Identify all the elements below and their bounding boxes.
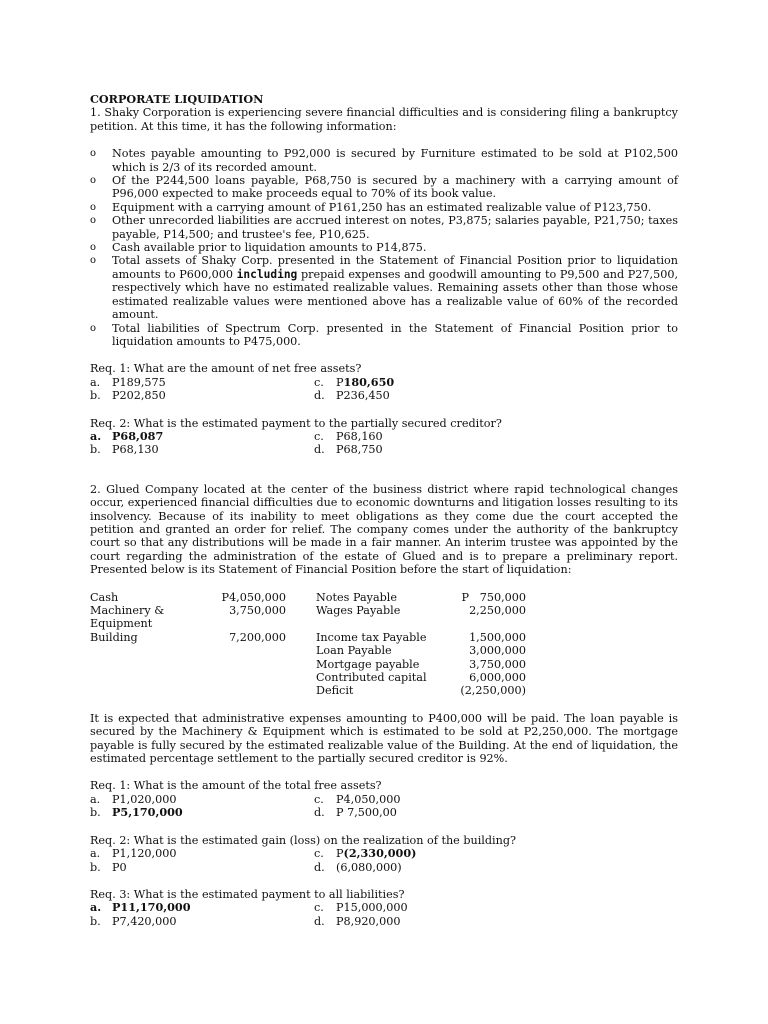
bullet-icon: o <box>90 148 97 160</box>
choice-b: b. P0 <box>90 860 127 874</box>
choice-b: b. P68,130 <box>90 443 159 457</box>
choice-a: a. P189,575 <box>90 375 166 389</box>
answer-highlight: P11,170,000 <box>112 900 191 915</box>
bullet-icon: o <box>90 175 97 187</box>
q1-req2 <box>90 417 678 457</box>
q2-req3 <box>90 888 678 928</box>
list-item: o Total assets of Shaky Corp. presented in the Statement of Financial Position prior to liquidation amounts to P600,000 including prepaid expenses and goodwill amounting to P9,500 and P27,500, respectively which have no estimated realizable values. Remaining assets other than those whose estimated realizable values were mentioned above has a realizable value of 60% of the recorded amount. <box>90 254 678 322</box>
list-item: o Of the P244,500 loans payable, P68,750 is secured by a machinery with a carrying amount of P96,000 expected to make proceeds equal to 70% of its book value. <box>90 174 678 201</box>
emphasis-including: including <box>236 267 298 281</box>
answer-highlight: 180,650 <box>343 374 395 389</box>
liability-amount: 6,000,000 <box>469 671 526 685</box>
choice-c: c. P (2,330,000) <box>314 846 417 861</box>
asset-amount: 3,750,000 <box>229 604 286 617</box>
asset-label: Building 7,200,000 <box>90 630 286 644</box>
list-item: o Cash available prior to liquidation amounts to P14,875. <box>90 241 427 255</box>
choice-b: b. P202,850 <box>90 389 166 403</box>
document-page <box>90 93 678 928</box>
choice-d: d. P8,920,000 <box>314 914 401 928</box>
asset-amount: 7,200,000 <box>229 630 286 644</box>
q2-req1 <box>90 779 678 819</box>
bullet-icon: o <box>90 255 97 267</box>
choice-a: a. P68,087 <box>90 428 164 443</box>
q2-req1-question: Req. 1: What is the amount of the total free assets? <box>90 779 382 793</box>
choice-d: d. P 7,500,00 <box>314 806 397 820</box>
bullet-icon: o <box>90 242 97 254</box>
choice-b: b. P5,170,000 <box>90 805 183 820</box>
list-item: o Other unrecorded liabilities are accrued interest on notes, P3,875; salaries payable, P21,750; taxes payable, P14,500; and trustee's fee, P10,625. <box>90 214 678 241</box>
asset-label: Machinery & Equipment 3,750,000 <box>90 604 286 631</box>
question-2-note: It is expected that administrative expenses amounting to P400,000 will be paid. The loan payable is secured by the Machinery & Equipment which is estimated to be sold at P2,250,000. The mortgage payable is fully secured by the estimated realizable value of the Building. At the end of liquidation, the estimated percentage settlement to the partially secured creditor is 92%. <box>90 711 678 766</box>
choice-b: b. P7,420,000 <box>90 914 177 928</box>
q2-req1-choices <box>90 793 678 820</box>
liability-label: Wages Payable <box>316 604 401 617</box>
q2-req2 <box>90 834 678 874</box>
q2-req2-choices <box>90 847 678 874</box>
liability-amount: 2,250,000 <box>469 604 526 617</box>
choice-a: a. P1,020,000 <box>90 792 177 806</box>
answer-highlight: P5,170,000 <box>112 805 183 820</box>
q1-req2-choices <box>90 430 678 457</box>
liability-label: Income tax Payable <box>316 630 427 644</box>
q1-req1 <box>90 362 678 402</box>
liability-label: Deficit <box>316 684 354 698</box>
q1-req1-question: Req. 1: What are the amount of net free assets? <box>90 362 362 376</box>
choice-c: c. P68,160 <box>314 429 383 443</box>
asset-amount: P4,050,000 <box>221 590 286 604</box>
choice-d: d. (6,080,000) <box>314 860 402 874</box>
choice-c: c. P4,050,000 <box>314 792 401 806</box>
liability-amount: 3,000,000 <box>469 644 526 658</box>
liability-label: Mortgage payable <box>316 657 420 671</box>
q2-req2-question: Req. 2: What is the estimated gain (loss) on the realization of the building? <box>90 833 516 847</box>
answer-highlight: P68,087 <box>112 428 164 443</box>
bullet-icon: o <box>90 215 97 227</box>
bullet-icon: o <box>90 322 97 334</box>
asset-label: Cash P4,050,000 <box>90 590 286 604</box>
question-2-intro: 2. Glued Company located at the center of the business district where rapid technological changes occur, experienced financial difficulties due to economic downturns and litigation losses resulting to its insolvency. Because of its inability to meet obligations as they come due the court accepted the petition and granted an order for relief. The company comes under the authority of the bankruptcy court so that any distributions will be made in a fair manner. An interim trustee was appointed by the court regarding the administration of the estate of Glued and is to prepare a preliminary report. Presented below is its Statement of Financial Position before the start of liquidation: <box>90 482 678 577</box>
liability-label: Loan Payable <box>316 644 392 658</box>
q2-req3-choices <box>90 901 678 928</box>
list-item: o Equipment with a carrying amount of P161,250 has an estimated realizable value of P123,750. <box>90 200 652 214</box>
list-item: o Notes payable amounting to P92,000 is secured by Furniture estimated to be sold at P102,500 which is 2/3 of its recorded amount. <box>90 147 678 174</box>
document-title: CORPORATE LIQUIDATION <box>90 92 264 106</box>
q2-req3-question: Req. 3: What is the estimated payment to all liabilities? <box>90 887 405 901</box>
question-1-bullets <box>90 147 678 348</box>
liability-amount: 1,500,000 <box>469 630 526 644</box>
liability-amount: P 750,000 <box>461 590 526 604</box>
liability-label: Contributed capital <box>316 671 427 685</box>
liability-amount: (2,250,000) <box>460 684 526 698</box>
choice-d: d. P68,750 <box>314 443 383 457</box>
statement-of-financial-position <box>90 591 678 698</box>
question-1-intro: 1. Shaky Corporation is experiencing severe financial difficulties and is considering filing a bankruptcy petition. At this time, it has the following information: <box>90 106 678 133</box>
q1-req1-choices <box>90 376 678 403</box>
choice-c: c. P 180,650 <box>314 374 395 389</box>
list-item: o Total liabilities of Spectrum Corp. presented in the Statement of Financial Position prior to liquidation amounts to P475,000. <box>90 321 678 348</box>
choice-a: a. P1,120,000 <box>90 847 177 861</box>
answer-highlight: (2,330,000) <box>343 846 417 861</box>
liability-amount: 3,750,000 <box>469 657 526 671</box>
bullet-icon: o <box>90 201 97 213</box>
choice-c: c. P15,000,000 <box>314 901 408 915</box>
q1-req2-question: Req. 2: What is the estimated payment to the partially secured creditor? <box>90 416 502 430</box>
choice-d: d. P236,450 <box>314 389 390 403</box>
choice-a: a. P11,170,000 <box>90 900 191 915</box>
liability-label: Notes Payable <box>316 590 397 604</box>
